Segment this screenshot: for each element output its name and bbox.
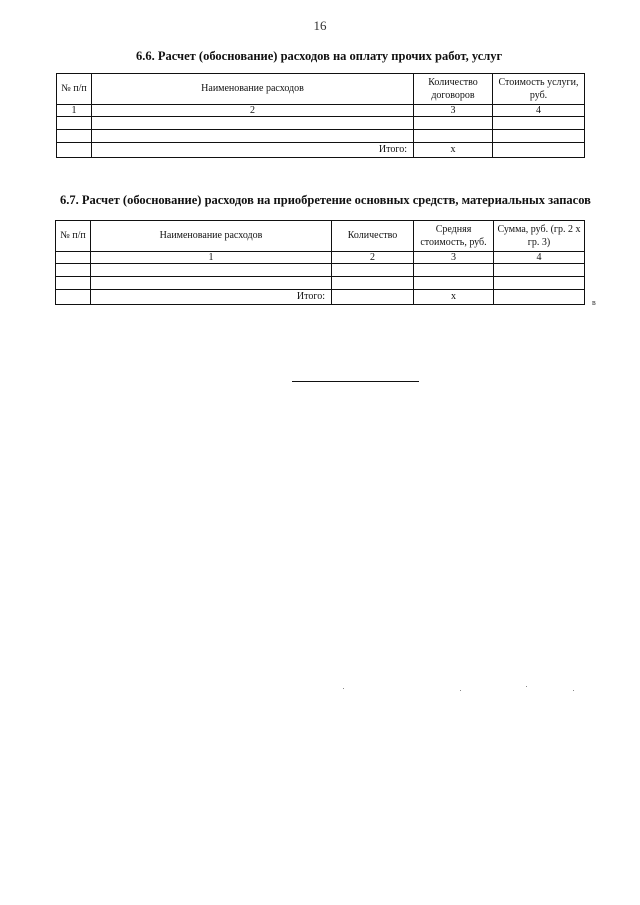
total-label: Итого: [91,290,332,305]
empty-cell [57,130,92,143]
table-row [56,277,585,290]
total-label: Итого: [92,143,414,158]
section-6-6-title: 6.6. Расчет (обоснование) расходов на оплату прочих работ, услуг [136,49,503,63]
section-6-7-title: 6.7. Расчет (обоснование) расходов на приобретение основных средств, материальных запасов [60,193,591,207]
col-number: 2 [92,105,414,117]
scan-speck [343,688,344,689]
col-number: 1 [57,105,92,117]
empty-cell [332,264,414,277]
empty-cell [56,264,91,277]
empty-cell [92,117,414,130]
col-number: 1 [91,252,332,264]
empty-cell [57,117,92,130]
empty-cell [494,264,585,277]
column-numbers-row [56,252,585,264]
table-row [57,117,585,130]
header-name: Наименование расходов [92,74,414,105]
scan-speck [460,690,461,691]
empty-cell [493,130,585,143]
empty-cell [91,264,332,277]
empty-cell [56,252,91,264]
header-qty: Количество [332,221,414,252]
header-avg-cost: Средняя стоимость, руб. [414,221,494,252]
empty-cell [414,264,494,277]
table-6-6 [56,73,585,158]
total-qty: x [414,143,493,158]
total-sum [494,290,585,305]
header-cost: Стоимость услуги, руб. [493,74,585,105]
empty-cell [92,130,414,143]
header-sum: Сумма, руб. (гр. 2 х гр. 3) [494,221,585,252]
header-name: Наименование расходов [91,221,332,252]
empty-cell [332,277,414,290]
total-qty [332,290,414,305]
divider-line [292,381,419,382]
empty-cell [414,277,494,290]
empty-cell [414,117,493,130]
empty-cell [493,117,585,130]
table-header-row [56,221,585,252]
empty-cell [56,277,91,290]
side-mark: в [592,298,596,307]
empty-cell [91,277,332,290]
page-number: 16 [313,18,327,33]
empty-cell [56,290,91,305]
header-num: № п/п [56,221,91,252]
total-avg-cost: x [414,290,494,305]
total-cost [493,143,585,158]
total-row [57,143,585,158]
col-number: 4 [493,105,585,117]
empty-cell [494,277,585,290]
total-row [56,290,585,305]
scan-speck [526,686,527,687]
col-number: 2 [332,252,414,264]
col-number: 3 [414,252,494,264]
table-row [57,130,585,143]
column-numbers-row [57,105,585,117]
empty-cell [414,130,493,143]
header-qty: Количество договоров [414,74,493,105]
table-row [56,264,585,277]
header-num: № п/п [57,74,92,105]
col-number: 3 [414,105,493,117]
table-header-row [57,74,585,105]
col-number: 4 [494,252,585,264]
table-6-7 [55,220,585,305]
empty-cell [57,143,92,158]
scan-speck [573,690,574,691]
